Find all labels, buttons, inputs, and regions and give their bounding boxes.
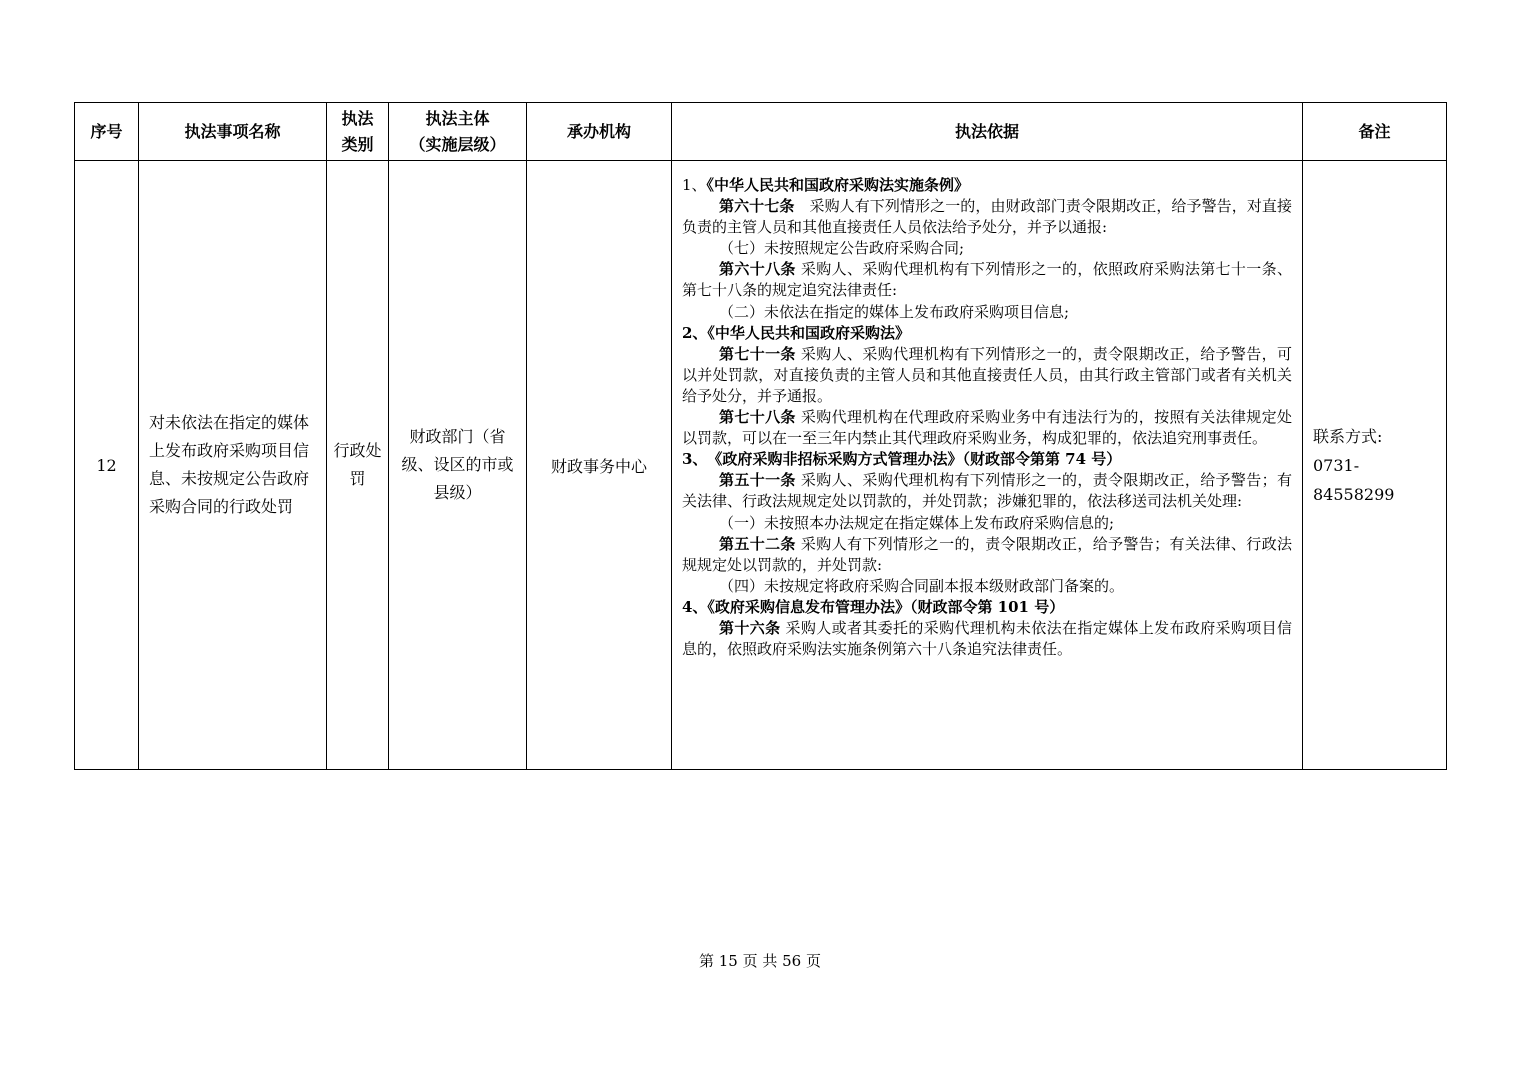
- row-type: 行政处罚: [327, 161, 389, 770]
- row-remark: [1303, 161, 1447, 770]
- page-number: 第 15 页 共 56 页: [698, 952, 821, 970]
- law3-article-51-item: （一）未按照本办法规定在指定媒体上发布政府采购信息的;: [719, 513, 1115, 532]
- header-no: 序号: [75, 103, 139, 161]
- law1-heading: 1、《中华人民共和国政府采购法实施条例》: [682, 176, 970, 194]
- law3-article-51: 第五十一条 采购人、采购代理机构有下列情形之一的，责令限期改正，给予警告；有关法律、行政法规规定处以罚款的，并处罚款；涉嫌犯罪的，依法移送司法机关处理:: [682, 471, 1292, 511]
- header-name: 执法事项名称: [139, 103, 327, 161]
- law2-heading: 2、《中华人民共和国政府采购法》: [682, 323, 910, 342]
- law1-article-68: 第六十八条 采购人、采购代理机构有下列情形之一的，依照政府采购法第七十一条、第七十八条的规定追究法律责任:: [682, 260, 1292, 300]
- law2-article-78: 第七十八条 采购代理机构在代理政府采购业务中有违法行为的，按照有关法律规定处以罚款，可以在一至三年内禁止其代理政府采购业务，构成犯罪的，依法追究刑事责任。: [682, 408, 1292, 448]
- header-basis: 执法依据: [672, 103, 1303, 161]
- header-subject-line2: （实施层级）: [409, 134, 506, 154]
- header-type-line2: 类别: [341, 134, 374, 154]
- law3-article-52-item: （四）未按规定将政府采购合同副本报本级财政部门备案的。: [719, 576, 1125, 595]
- row-org: 财政事务中心: [527, 161, 672, 770]
- header-org: 承办机构: [527, 103, 672, 161]
- remark-contact-phone: 0731-84558299: [1313, 455, 1395, 504]
- header-remark: 备注: [1303, 103, 1447, 161]
- row-no: 12: [75, 161, 139, 770]
- table-row: [75, 161, 1447, 770]
- law4-article-16: 第十六条 采购人或者其委托的采购代理机构未依法在指定媒体上发布政府采购项目信息的，依照政府采购法实施条例第六十八条追究法律责任。: [682, 618, 1292, 659]
- table-header-row: [75, 103, 1447, 161]
- law3-heading: 3、 《政府采购非招标采购方式管理办法》（财政部令第第 74 号）: [682, 450, 1122, 469]
- header-type-line1: 执法: [341, 108, 374, 128]
- row-subject: 财政部门（省级、设区的市或县级）: [389, 161, 527, 770]
- law3-article-52: 第五十二条 采购人有下列情形之一的，责令限期改正，给予警告；有关法律、行政法规规定处以罚款的，并处罚款:: [682, 534, 1292, 574]
- row-name: 对未依法在指定的媒体上发布政府采购项目信息、未按规定公告政府采购合同的行政处罚: [139, 161, 327, 770]
- header-type: [327, 103, 389, 161]
- law4-heading: 4、《政府采购信息发布管理办法》（财政部令第 101 号）: [682, 597, 1065, 616]
- law1-article-67: 第六十七条 采购人有下列情形之一的，由财政部门责令限期改正，给予警告，对直接负责的主管人员和其他直接责任人员依法给予处分，并予以通报:: [682, 197, 1292, 237]
- law1-article-67-item: （七）未按照规定公告政府采购合同;: [719, 239, 965, 258]
- enforcement-table: [74, 102, 1447, 770]
- law2-article-71: 第七十一条 采购人、采购代理机构有下列情形之一的，责令限期改正，给予警告，可以并处罚款，对直接负责的主管人员和其他直接责任人员，由其行政主管部门或者有关机关给予处分，并予通报。: [682, 344, 1292, 405]
- remark-contact-label: 联系方式:: [1313, 426, 1383, 446]
- row-basis: [672, 161, 1303, 770]
- header-subject: [389, 103, 527, 161]
- header-subject-line1: 执法主体: [425, 108, 490, 128]
- law1-article-68-item: （二）未依法在指定的媒体上发布政府采购项目信息;: [719, 302, 1070, 321]
